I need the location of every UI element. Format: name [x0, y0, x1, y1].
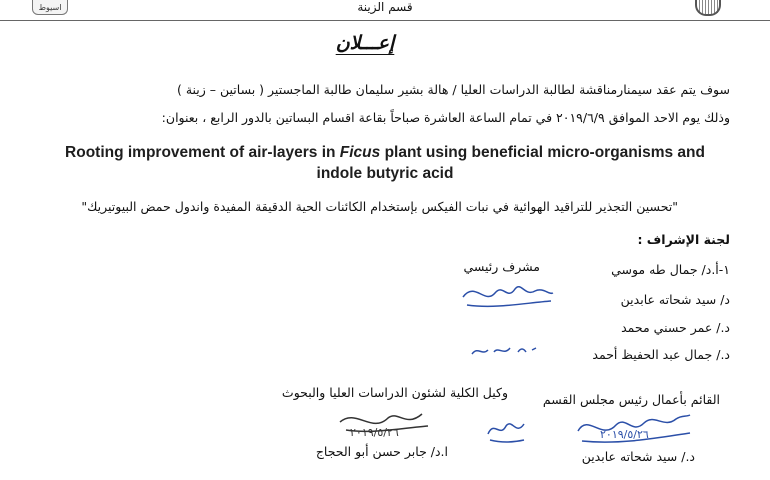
- vice-dean-date-mark: ٢٠١٩/٥/٢٦: [350, 426, 399, 439]
- department-head-title: القائم بأعمال رئيس مجلس القسم: [542, 392, 720, 407]
- supervisor-1-signature: [455, 275, 555, 315]
- body-line-1: سوف يتم عقد سيمنارمناقشة لطالبة الدراسات العليا / هالة بشير سليمان طالبة الماجستير ( بساتين – زينة ): [176, 82, 730, 97]
- approval-handwriting: [482, 412, 532, 446]
- committee-member-3: د./ عمر حسني محمد: [621, 320, 730, 335]
- body-line-2: وذلك يوم الاحد الموافق ٢٠١٩/٦/٩ في تمام الساعة العاشرة صباحاً بقاعة اقسام البساتين بالدور الرابع ، بعنوان:: [161, 110, 730, 125]
- university-logo-left: [32, 0, 68, 15]
- vice-dean-title: وكيل الكلية لشئون الدراسات العليا والبحوث: [281, 385, 508, 400]
- supervisor-4-signature: [468, 340, 540, 362]
- thesis-title-genus: Ficus: [339, 144, 381, 161]
- thesis-title-part-2: plant using beneficial micro-organisms and: [380, 144, 705, 161]
- committee-member-4: د./ جمال عبد الحفيظ أحمد: [592, 347, 730, 362]
- vice-dean-name: ا.د/ جابر حسن أبو الحجاج: [315, 444, 448, 459]
- thesis-title-part-1: Rooting improvement of air-layers in: [65, 144, 340, 161]
- department-head-date-mark: ٢٠١٩/٥/٢٦: [600, 428, 649, 441]
- committee-heading: لجنة الإشراف :: [637, 232, 730, 247]
- main-supervisor-label: مشرف رئيسي: [463, 259, 540, 274]
- department-head-name: د./ سيد شحاته عابدين: [581, 449, 695, 464]
- committee-member-2: د/ سيد شحاته عابدين: [620, 292, 730, 307]
- faculty-seal-icon: [695, 0, 721, 16]
- committee-member-1: ١-أ.د/ جمال طه موسي: [611, 262, 730, 277]
- department-name: قسم الزينة: [357, 0, 413, 14]
- university-logo-text: اسيوط: [38, 2, 62, 12]
- header-divider: [0, 20, 770, 21]
- thesis-title-english-line-2: indole butyric acid: [316, 165, 454, 182]
- thesis-title-english: [10, 143, 760, 163]
- thesis-title-arabic: "تحسين التجذير للتراقيد الهوائية في نبات الفيكس بإستخدام الكائنات الحية الدقيقة المفيدة واندول حمض البيوتيريك": [81, 199, 678, 214]
- announcement-heading: إعـــلان: [335, 32, 395, 54]
